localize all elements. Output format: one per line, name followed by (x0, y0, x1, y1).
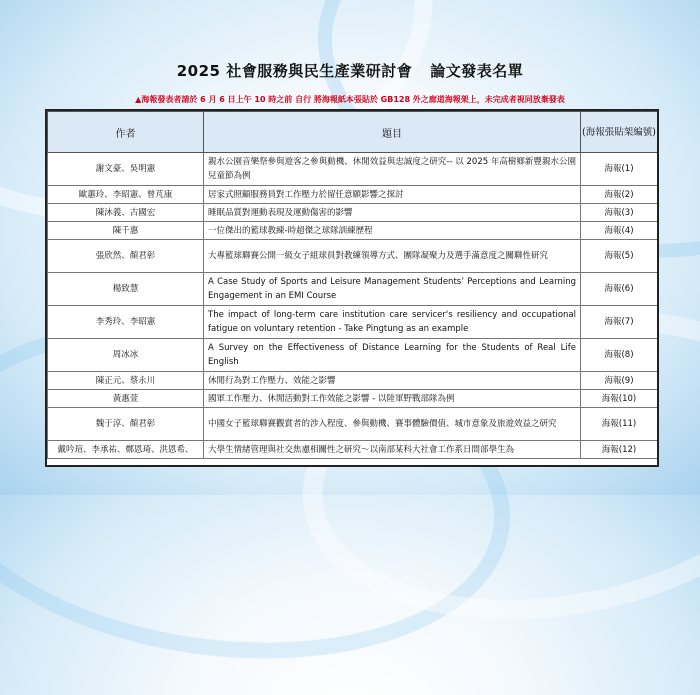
author-cell: 陳千惠 (48, 222, 204, 240)
author-cell: 張欣然、顏君彰 (48, 240, 204, 273)
paper-title-cell: 大專籃球聯賽公開一級女子組球員對教練領導方式、團隊凝聚力及選手滿意度之關聯性研究 (204, 240, 581, 273)
table-row (48, 222, 658, 240)
notice-text: ▲海報發表者請於 6 月 6 日上午 10 時之前 自行 將海報紙本張貼於 GB128 外之廊道海報架上，未完成者視同放棄發表 (135, 95, 565, 104)
paper-title-cell: 居家式照顧服務員對工作壓力於留任意願影響之探討 (204, 186, 581, 204)
paper-title-cell: A Survey on the Effectiveness of Distance Learning for the Students of Real Life English (204, 339, 581, 372)
page-title-sub: 論文發表名單 (430, 62, 524, 80)
author-cell: 歐蕙玲、李昭憲、曾芃康 (48, 186, 204, 204)
paper-title-cell: 親水公園音樂祭參與遊客之參與動機、休閒效益與忠誠度之研究-- 以 2025 年高樹鄉新豐親水公園兒童節為例 (204, 153, 581, 186)
table-row (48, 273, 658, 306)
paper-title-cell: 睡眠品質對運動表現及運動傷害的影響 (204, 204, 581, 222)
table-header-row (48, 112, 658, 153)
table-row (48, 204, 658, 222)
paper-title-cell: A Case Study of Sports and Leisure Management Students’ Perceptions and Learning Engagement in an EMI Course (204, 273, 581, 306)
author-cell: 魏于淳、顏君彰 (48, 408, 204, 441)
paper-title-cell: 一位傑出的籃球教練-時超傑之球隊訓練歷程 (204, 222, 581, 240)
table-row (48, 240, 658, 273)
poster-number-cell: 海報(4) (581, 222, 658, 240)
poster-number-cell: 海報(6) (581, 273, 658, 306)
author-cell: 陳正元、蔡永川 (48, 372, 204, 390)
table-row (48, 390, 658, 408)
poster-number-cell: 海報(10) (581, 390, 658, 408)
paper-list-table (45, 109, 659, 467)
poster-number-cell: 海報(3) (581, 204, 658, 222)
poster-number-cell: 海報(11) (581, 408, 658, 441)
poster-number-cell: 海報(9) (581, 372, 658, 390)
poster-number-cell: 海報(5) (581, 240, 658, 273)
author-cell: 楊致慧 (48, 273, 204, 306)
author-cell: 周冰冰 (48, 339, 204, 372)
page-title (0, 60, 700, 81)
header-number: (海報張貼架編號) (581, 112, 658, 153)
table-row (48, 153, 658, 186)
paper-title-cell: 中國女子籃球聯賽觀賞者的涉入程度、參與動機、賽事體驗價值、城市意象及旅遊效益之研究 (204, 408, 581, 441)
table-row (48, 186, 658, 204)
poster-number-cell: 海報(12) (581, 441, 658, 459)
poster-number-cell: 海報(7) (581, 306, 658, 339)
page-title-main: 2025 社會服務與民生產業研討會 (176, 62, 413, 80)
paper-title-cell: The impact of long-term care institution care servicer's resiliency and occupational fatigue on voluntary retention - Take Pingtung as an example (204, 306, 581, 339)
author-cell: 李秀玲、李昭憲 (48, 306, 204, 339)
author-cell: 陳沐義、古國宏 (48, 204, 204, 222)
poster-number-cell: 海報(1) (581, 153, 658, 186)
header-author: 作者 (48, 112, 204, 153)
paper-title-cell: 大學生情緒管理與社交焦慮相關性之研究～以南部某科大社會工作系日間部學生為 (204, 441, 581, 459)
author-cell: 謝文豪、吳明憲 (48, 153, 204, 186)
table-row (48, 441, 658, 459)
poster-number-cell: 海報(2) (581, 186, 658, 204)
author-cell: 黃惠萱 (48, 390, 204, 408)
table-row (48, 306, 658, 339)
paper-title-cell: 休閒行為對工作壓力、效能之影響 (204, 372, 581, 390)
table-row (48, 339, 658, 372)
table-row (48, 372, 658, 390)
table-row (48, 408, 658, 441)
author-cell: 戴吟瑄、李承祐、鄭恩琦、洪恩希、 (48, 441, 204, 459)
header-title: 題目 (204, 112, 581, 153)
poster-number-cell: 海報(8) (581, 339, 658, 372)
paper-title-cell: 國軍工作壓力、休閒活動對工作效能之影響 - 以陸軍野戰部隊為例 (204, 390, 581, 408)
